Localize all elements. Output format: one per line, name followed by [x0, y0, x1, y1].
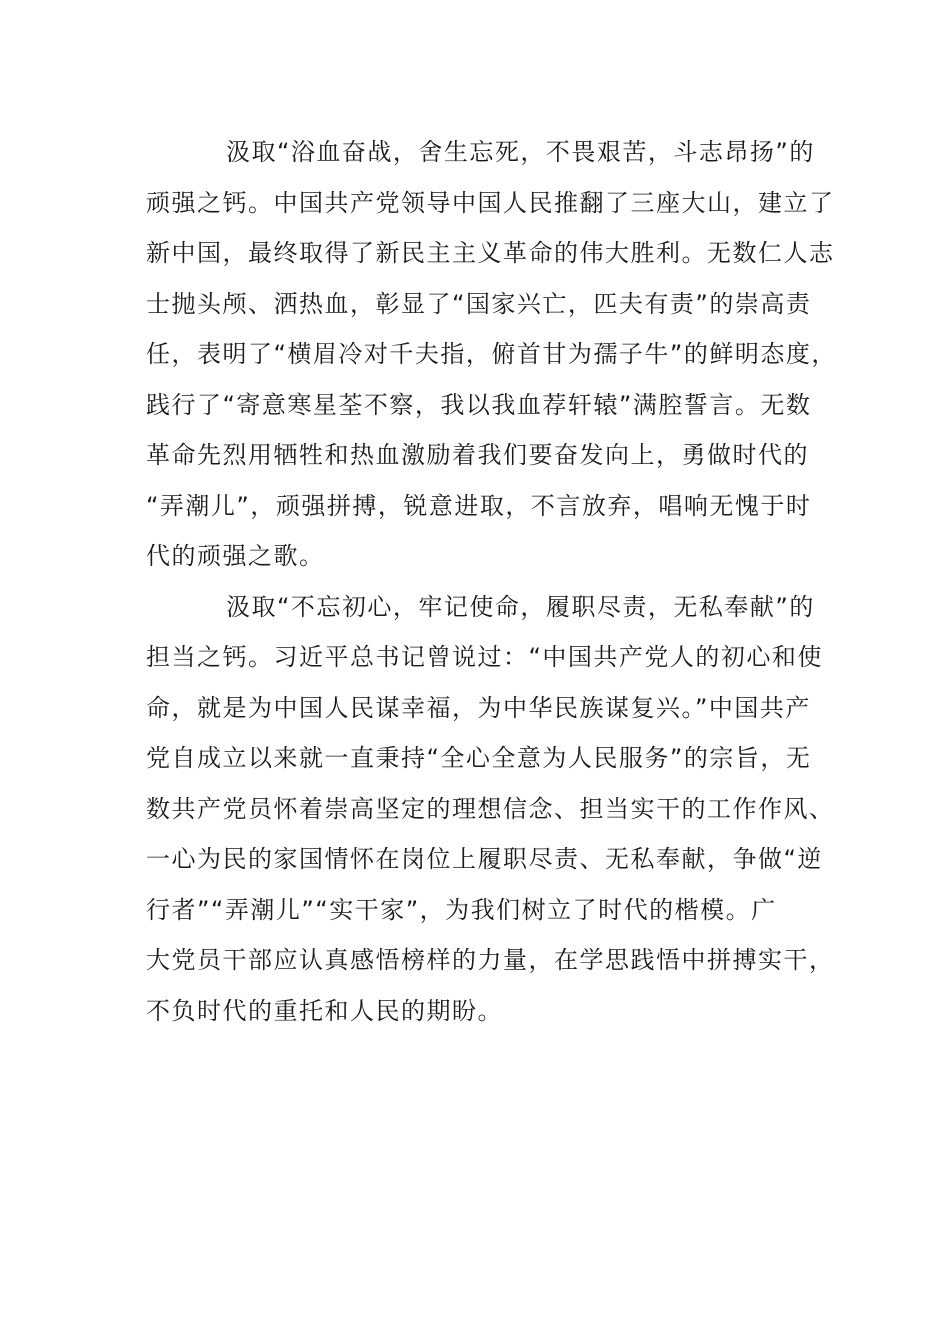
text-line: 党自成立以来就一直秉持“全心全意为人民服务”的宗旨，无 [146, 744, 812, 772]
text-line: 士抛头颅、洒热血，彰显了“国家兴亡，匹夫有责”的崇高责 [146, 289, 812, 318]
paragraph-1 [146, 127, 837, 582]
text-line: 担当之钙。习近平总书记曾说过：“中国共产党人的初心和使 [146, 643, 823, 671]
text-line: 新中国，最终取得了新民主主义革命的伟大胜利。无数仁人志 [146, 239, 835, 267]
text-line: 数共产党员怀着崇高坚定的理想信念、担当实干的工作作风、 [146, 794, 835, 823]
text-line: 革命先烈用牺牲和热血激励着我们要奋发向上，勇做时代的 [146, 441, 809, 469]
text-line: 代的顽强之歌。 [146, 542, 325, 570]
paragraph-2 [146, 582, 835, 1037]
text-line: 汲取“浴血奋战，舍生忘死，不畏艰苦，斗志昂扬”的 [226, 138, 815, 166]
text-line: 行者”“弄潮儿”“实干家”，为我们树立了时代的楷模。广 [146, 895, 777, 924]
text-line: 不负时代的重托和人民的期盼。 [146, 996, 503, 1025]
text-line: 大党员干部应认真感悟榜样的力量，在学思践悟中拼搏实干， [146, 946, 835, 974]
text-line: 任，表明了“横眉冷对千夫指，俯首甘为孺子牛”的鲜明态度， [146, 340, 837, 368]
text-line: 汲取“不忘初心，牢记使命，履职尽责，无私奉献”的 [226, 592, 815, 621]
document-body [146, 127, 837, 1036]
text-line: 命，就是为中国人民谋幸福，为中华民族谋复兴。”中国共产 [146, 693, 811, 722]
text-line: “弄潮儿”，顽强拼搏，锐意进取，不言放弃，唱响无愧于时 [146, 491, 812, 520]
text-line: 一心为民的家国情怀在岗位上履职尽责、无私奉献，争做“逆 [146, 845, 823, 873]
text-line: 顽强之钙。中国共产党领导中国人民推翻了三座大山，建立了 [146, 188, 835, 217]
text-line: 践行了“寄意寒星荃不察，我以我血荐轩辕”满腔誓言。无数 [146, 390, 812, 419]
